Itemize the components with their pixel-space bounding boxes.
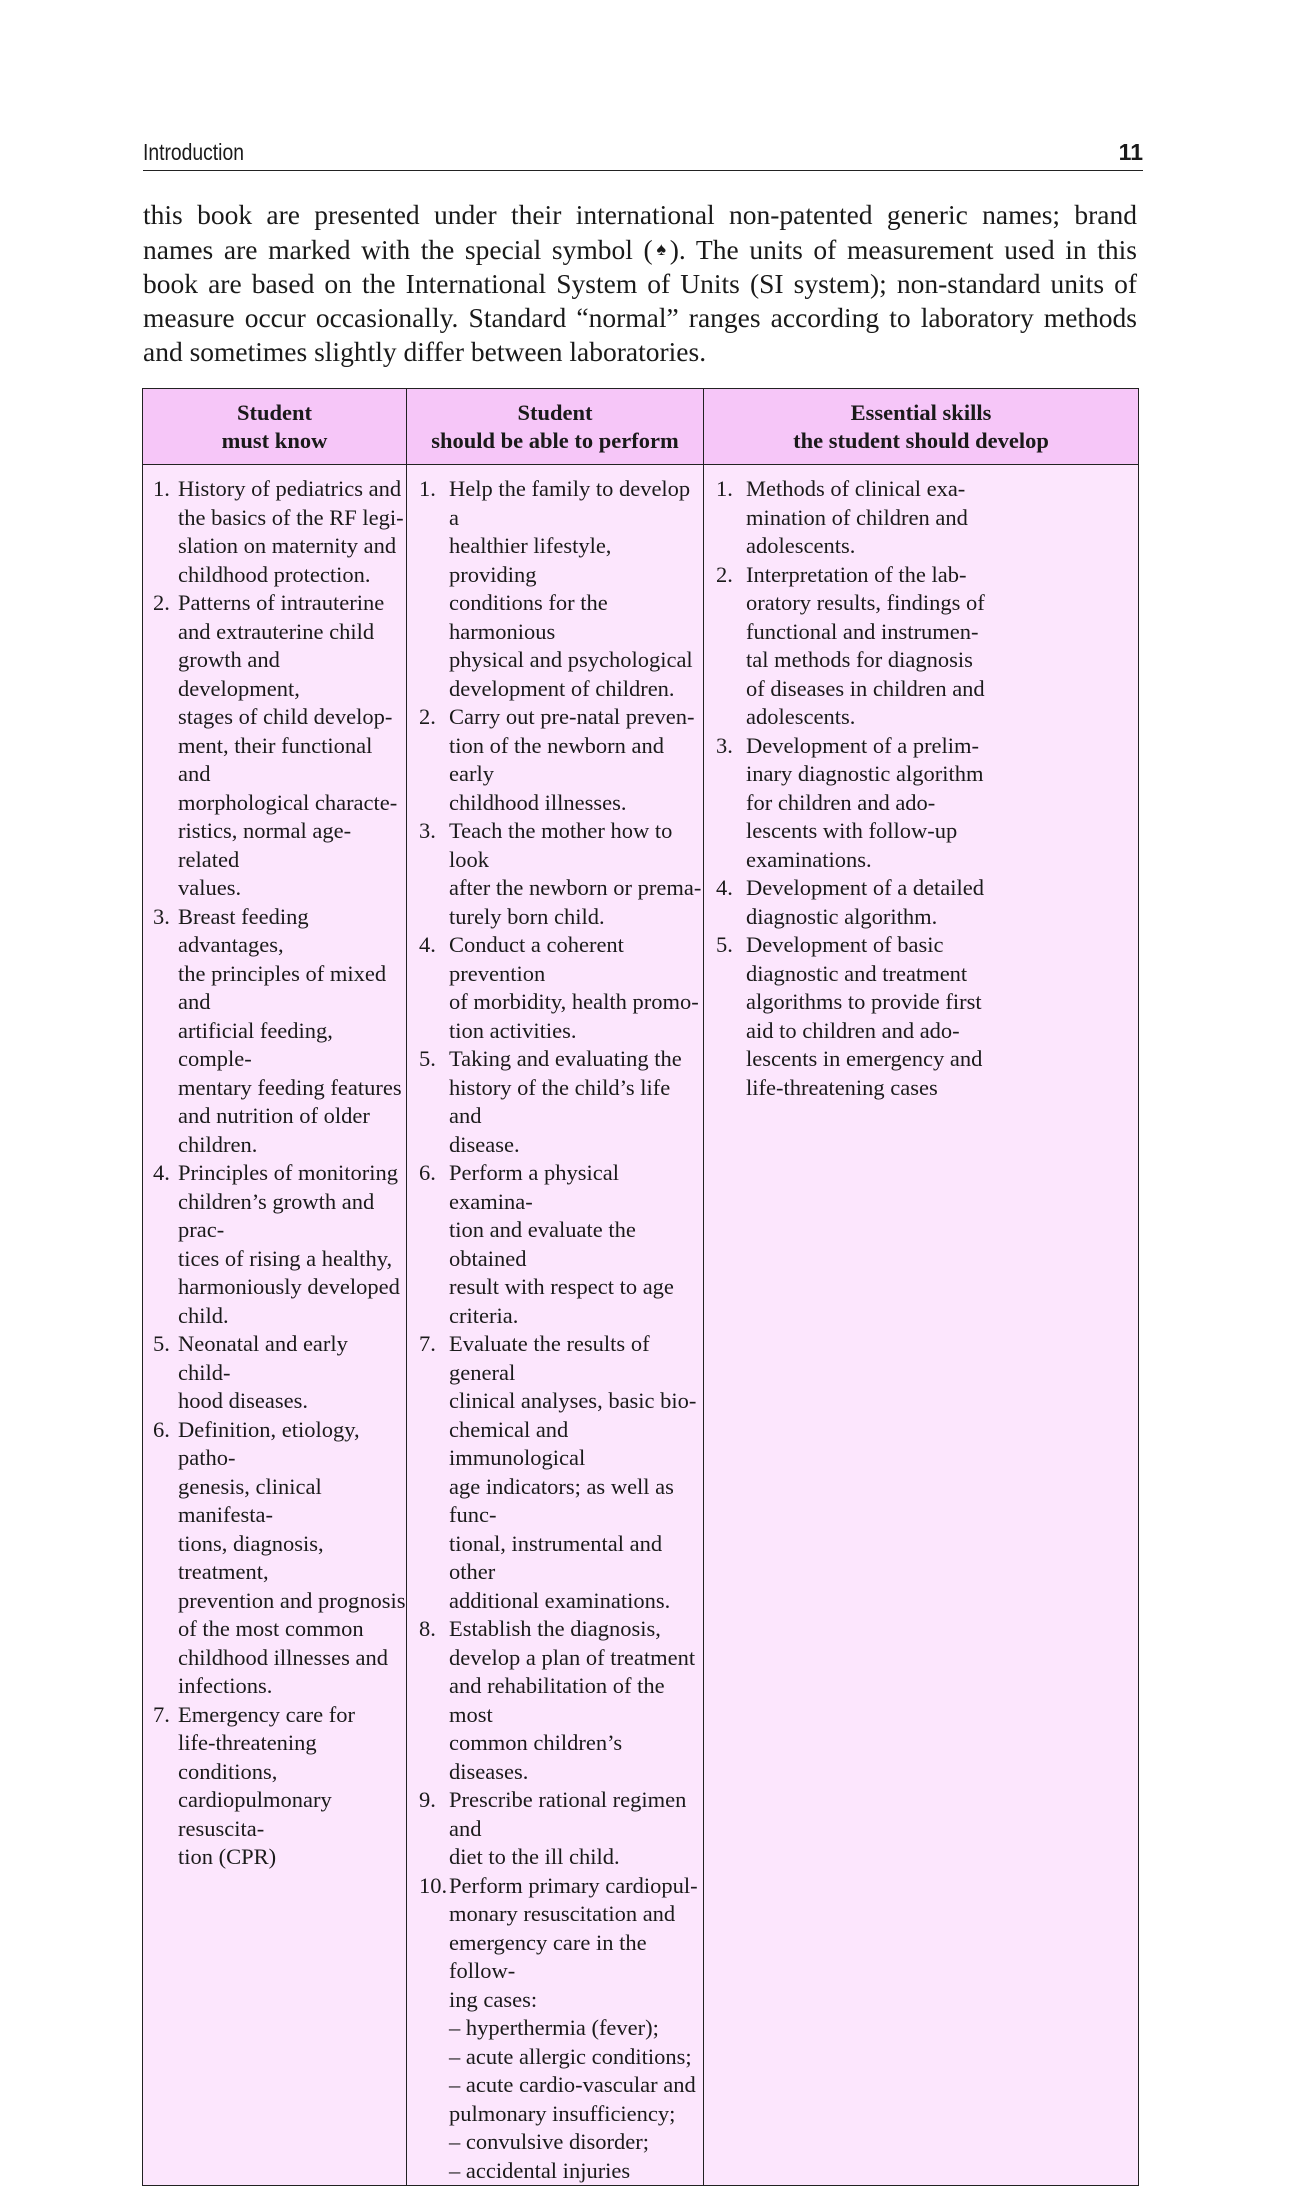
item-text: Principles of monitoring children’s growth and prac- tices of rising a healthy, harmoniously developed child. (178, 1160, 400, 1328)
item-number: 2. (153, 590, 170, 615)
item-text: Interpretation of the lab- oratory results, findings of functional and instrumen- tal methods for diagnosis of diseases in children and adolescents. (746, 561, 985, 729)
item-number: 9. (419, 1787, 436, 1812)
list-item (716, 874, 1138, 931)
header-line: Student (517, 399, 593, 425)
item-number: 6. (419, 1160, 436, 1185)
list-item (153, 1416, 406, 1701)
item-text: Help the family to develop a healthier lifestyle, providing conditions for the harmonious physical and psychological development of children. (449, 476, 693, 701)
item-number: 5. (716, 932, 733, 957)
header-should-perform (407, 389, 704, 465)
must-know-list (143, 475, 406, 1872)
item-number: 1. (153, 476, 170, 501)
list-item (716, 561, 1138, 732)
item-number: 2. (716, 561, 733, 587)
item-number: 4. (153, 1160, 170, 1185)
item-text: Taking and evaluating the history of the child’s life and disease. (449, 1046, 682, 1157)
item-number: 1. (716, 476, 733, 501)
list-item (419, 1786, 703, 1872)
item-number: 10. (419, 1872, 448, 1898)
table-body-row (143, 465, 1139, 2186)
brand-symbol-icon: ♠ (652, 239, 670, 259)
item-number: 4. (716, 875, 733, 900)
list-item (153, 903, 406, 1160)
list-item (419, 931, 703, 1045)
item-number: 3. (153, 903, 170, 929)
item-text: Neonatal and early child- hood diseases. (178, 1331, 348, 1413)
should-perform-cell (407, 465, 704, 2186)
item-text: Conduct a coherent prevention of morbidity, health promo- tion activities. (449, 932, 699, 1043)
item-text: Perform primary cardiopul- monary resuscitation and emergency care in the follow- ing cases: – hyperthermia (fever); – acute allergic conditions; – acute cardio-vascular and pulmonary insufficiency; – convulsive disorder; – accidental injuries (449, 1872, 698, 2183)
item-number: 5. (153, 1331, 170, 1356)
item-number: 4. (419, 932, 436, 957)
header-essential-skills (704, 389, 1139, 465)
list-item (419, 703, 703, 817)
intro-text-start: this book are presented under their international non-patented generic names; brand names are marked with the special symbol ( (143, 199, 1137, 265)
item-text: Development of a detailed diagnostic algorithm. (746, 875, 985, 929)
item-text: Carry out pre-natal preven- tion of the newborn and early childhood illnesses. (449, 704, 695, 815)
list-item (716, 475, 1138, 561)
header-line: must know (221, 427, 328, 453)
item-text: Definition, etiology, patho- genesis, clinical manifesta- tions, diagnosis, treatment, prevention and prognosis of the most common childhood illnesses and infections. (178, 1416, 406, 1698)
list-item (716, 931, 1138, 1102)
competency-table (142, 388, 1139, 2186)
list-item (419, 1615, 703, 1786)
list-item (419, 1872, 703, 2186)
list-item (419, 1045, 703, 1159)
page-number: 11 (1118, 139, 1143, 165)
intro-text-end: ). The units of measurement used in this book are based on the International System of Units (SI system); non-standard units of measure occur occasionally. Standard “normal” ranges according to laboratory methods and sometimes slightly differ between laboratories. (143, 234, 1137, 367)
item-text: Development of basic diagnostic and treatment algorithms to provide first aid to children and ado- lescents in emergency and life-threatening cases (746, 932, 983, 1100)
item-text: Patterns of intrauterine and extrauterine child growth and development, stages of child develop- ment, their functional and morphological characte- ristics, normal age-related values. (178, 590, 398, 900)
header-line: Essential skills (850, 399, 992, 425)
list-item (153, 1701, 406, 1872)
item-text: History of pediatrics and the basics of the RF legi- slation on maternity and childhood protection. (178, 476, 404, 587)
list-item (419, 817, 703, 931)
item-text: Methods of clinical exa- mination of children and adolescents. (746, 476, 968, 558)
essential-skills-cell (704, 465, 1139, 2186)
header-line: should be able to perform (431, 427, 679, 453)
item-text: Teach the mother how to look after the newborn or prema- turely born child. (449, 818, 702, 929)
list-item (153, 475, 406, 589)
section-title: Introduction (143, 139, 244, 165)
intro-paragraph (143, 198, 1137, 369)
essential-skills-list (704, 475, 1138, 1102)
list-item (716, 732, 1138, 875)
header-must-know (143, 389, 407, 465)
item-number: 5. (419, 1046, 436, 1071)
item-number: 3. (419, 818, 436, 843)
should-perform-list (407, 475, 703, 2185)
table-header-row (143, 389, 1139, 465)
item-number: 2. (419, 704, 436, 729)
list-item (153, 1159, 406, 1330)
item-number: 7. (419, 1331, 436, 1356)
list-item (419, 1330, 703, 1615)
item-text: Development of a prelim- inary diagnostic algorithm for children and ado- lescents with follow-up examinations. (746, 732, 984, 872)
header-line: the student should develop (793, 427, 1049, 453)
item-number: 3. (716, 732, 733, 758)
item-text: Establish the diagnosis, develop a plan of treatment and rehabilitation of the most common children’s diseases. (449, 1616, 696, 1784)
item-text: Perform a physical examina- tion and evaluate the obtained result with respect to age criteria. (449, 1160, 674, 1328)
item-text: Prescribe rational regimen and diet to the ill child. (449, 1787, 687, 1869)
item-number: 7. (153, 1701, 170, 1727)
list-item (419, 1159, 703, 1330)
item-number: 6. (153, 1416, 170, 1442)
list-item (153, 589, 406, 903)
must-know-cell (143, 465, 407, 2186)
item-text: Breast feeding advantages, the principles of mixed and artificial feeding, comple- mentary feeding features and nutrition of older children. (178, 903, 402, 1157)
item-number: 1. (419, 476, 436, 501)
list-item (419, 475, 703, 703)
running-header (143, 136, 1143, 171)
item-number: 8. (419, 1616, 436, 1641)
list-item (153, 1330, 406, 1416)
item-text: Emergency care for life-threatening conditions, cardiopulmonary resuscita- tion (CPR) (178, 1701, 355, 1869)
header-line: Student (236, 399, 313, 425)
item-text: Evaluate the results of general clinical analyses, basic bio- chemical and immunological age indicators; as well as func- tional, instrumental and other additional examinations. (449, 1331, 697, 1613)
